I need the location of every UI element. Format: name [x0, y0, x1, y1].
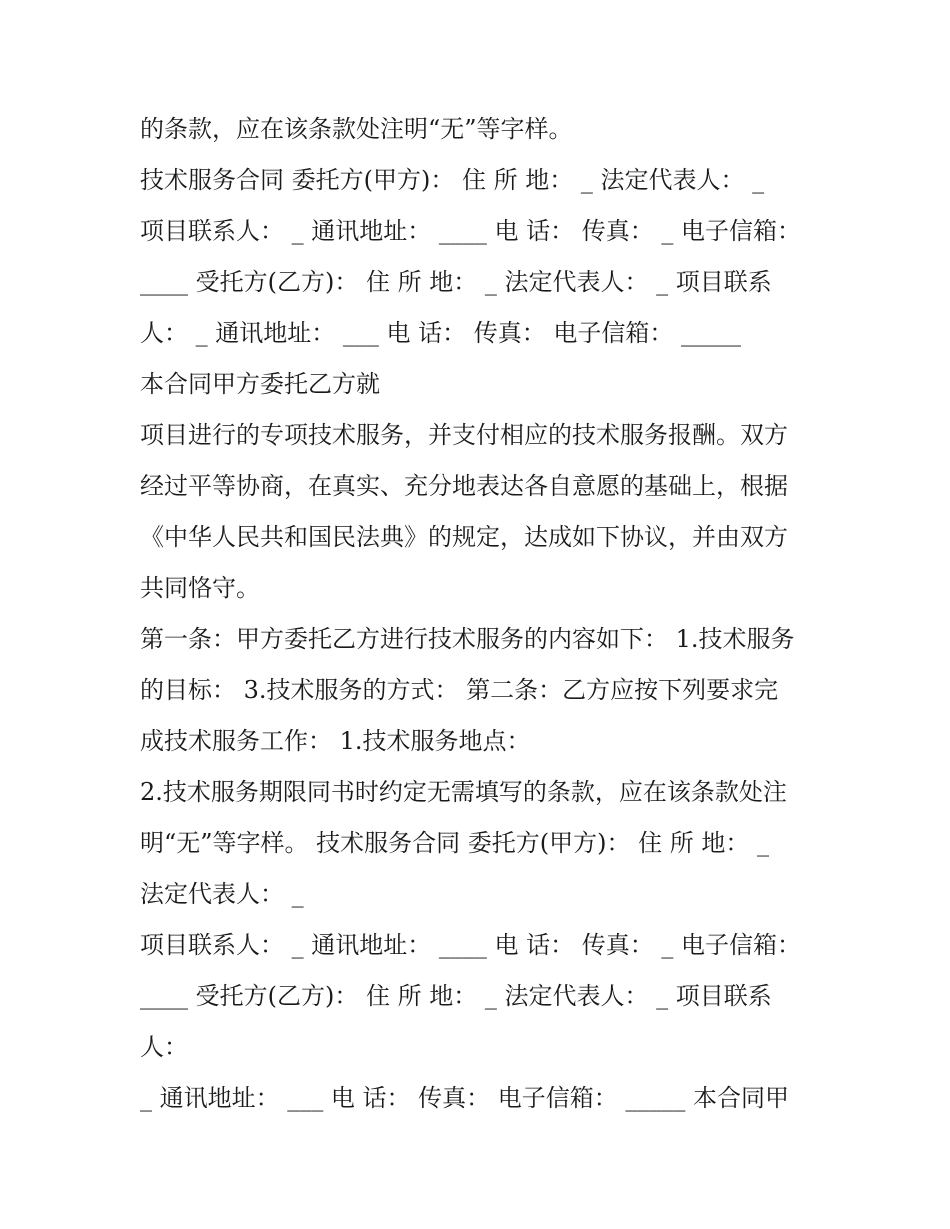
text-line: 经过平等协商，在真实、充分地表达各自意愿的基础上，根据 [140, 472, 788, 500]
text-line: 成技术服务工作： 1.技术服务地点： [140, 727, 531, 755]
text-line: 共同恪守。 [140, 574, 260, 602]
text-line: 的条款，应在该条款处注明“无”等字样。 [140, 115, 573, 143]
text-line: 技术服务合同 委托方(甲方)： 住 所 地： _ 法定代表人： _ [140, 166, 765, 194]
text-line: 2.技术服务期限同书时约定无需填写的条款，应在该条款处注 [140, 778, 787, 806]
text-line: 第一条：甲方委托乙方进行技术服务的内容如下： 1.技术服务 [140, 625, 795, 653]
text-line: 《中华人民共和国民法典》的规定，达成如下协议，并由双方 [140, 523, 788, 551]
document-body [140, 104, 820, 1124]
text-line: 的目标： 3.技术服务的方式： 第二条：乙方应按下列要求完 [140, 676, 779, 704]
text-line: 明“无”等字样。 技术服务合同 委托方(甲方)： 住 所 地： _ [140, 829, 770, 857]
text-line: 法定代表人： _ [140, 880, 304, 908]
text-line: 项目进行的专项技术服务，并支付相应的技术服务报酬。双方 [140, 421, 788, 449]
text-line: ____ 受托方(乙方)： 住 所 地： _ 法定代表人： _ 项目联系 [140, 268, 772, 296]
text-line: 项目联系人： _ 通讯地址： ____ 电 话： 传真： _ 电子信箱： [140, 217, 802, 245]
text-line: 本合同甲方委托乙方就 [140, 370, 380, 398]
text-line: 项目联系人： _ 通讯地址： ____ 电 话： 传真： _ 电子信箱： [140, 931, 802, 959]
text-line: ____ 受托方(乙方)： 住 所 地： _ 法定代表人： _ 项目联系 [140, 982, 772, 1010]
text-line: 人： [140, 1033, 188, 1061]
text-line: _ 通讯地址： ___ 电 话： 传真： 电子信箱： _____ 本合同甲 [140, 1084, 790, 1112]
text-line: 人： _ 通讯地址： ___ 电 话： 传真： 电子信箱： _____ [140, 319, 742, 347]
